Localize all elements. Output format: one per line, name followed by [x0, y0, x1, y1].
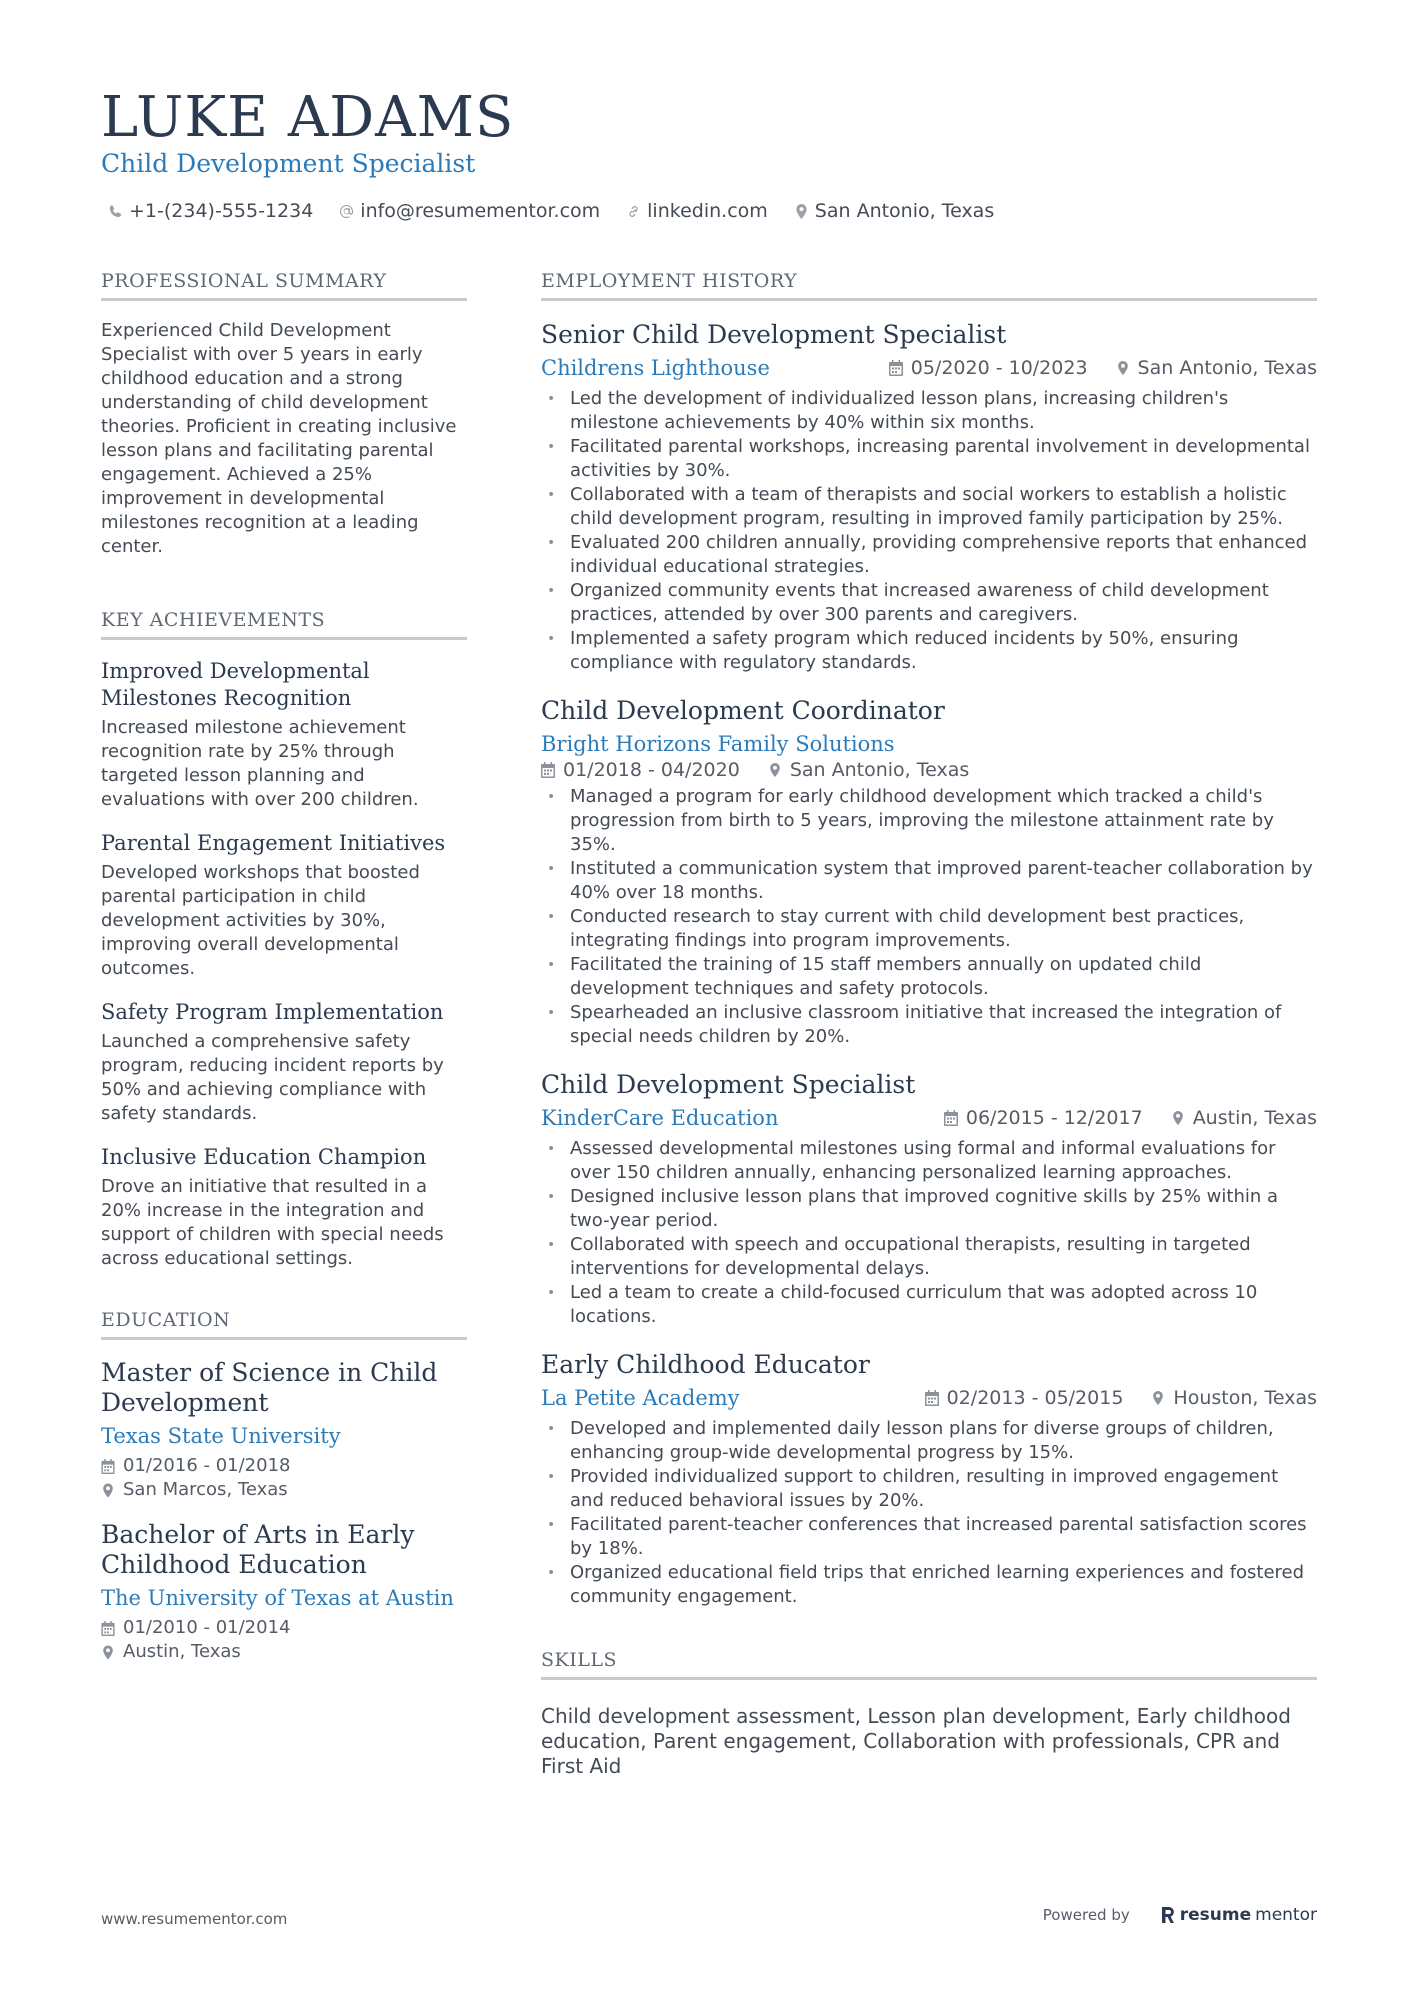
job-bullet: • Organized community events that increased awareness of child development practices, attended by over 300 parents and caregivers.	[541, 579, 1317, 627]
map-pin-icon	[101, 1645, 115, 1660]
job-bullet: • Facilitated parent-teacher conferences that increased parental satisfaction scores by 18%.	[541, 1513, 1317, 1561]
company-name: Childrens Lighthouse	[541, 356, 770, 380]
job-bullet: • Managed a program for early childhood development which tracked a child's progression from birth to 5 years, improving the milestone attainment rate by 35%.	[541, 785, 1317, 857]
job-bullet: • Instituted a communication system that improved parent-teacher collaboration by 40% over 18 months.	[541, 857, 1317, 905]
contact-bar	[108, 200, 994, 222]
skills-heading: SKILLS	[541, 1649, 1317, 1680]
job-bullet: • Facilitated the training of 15 staff members annually on updated child development techniques and safety protocols.	[541, 953, 1317, 1001]
education-location-text: San Marcos, Texas	[123, 1479, 288, 1500]
job-bullet: • Implemented a safety program which reduced incidents by 50%, ensuring compliance with regulatory standards.	[541, 627, 1317, 675]
achievement-text: Developed workshops that boosted parental participation in child development activities by 30%, improving overall developmental outcomes.	[101, 862, 420, 979]
job-dates	[541, 759, 740, 781]
calendar-icon	[101, 1459, 115, 1474]
job-location-text: San Antonio, Texas	[1137, 357, 1317, 379]
job-dates-text: 02/2013 - 05/2015	[946, 1387, 1124, 1409]
job-location	[1151, 1387, 1317, 1409]
job-bullet: • Designed inclusive lesson plans that improved cognitive skills by 25% within a two-year period.	[541, 1185, 1317, 1233]
job-meta	[944, 1107, 1317, 1129]
job-entry	[541, 319, 1317, 675]
job-bullets	[541, 1417, 1317, 1609]
skills-section	[541, 1649, 1317, 1779]
job-title-header: Child Development Specialist	[101, 149, 476, 178]
summary-heading: PROFESSIONAL SUMMARY	[101, 270, 467, 301]
job-bullet: • Collaborated with speech and occupational therapists, resulting in targeted interventions for developmental delays.	[541, 1233, 1317, 1281]
achievement-title: Parental Engagement Initiatives	[101, 831, 446, 855]
education-dates	[101, 1616, 467, 1640]
map-pin-icon	[1116, 360, 1130, 376]
calendar-icon	[889, 360, 903, 376]
contact-phone[interactable]	[108, 200, 313, 222]
job-bullet: • Led a team to create a child-focused curriculum that was adopted across 10 locations.	[541, 1281, 1317, 1329]
job-location-text: San Antonio, Texas	[789, 759, 970, 781]
achievement-item	[101, 999, 467, 1126]
company-name: La Petite Academy	[541, 1386, 740, 1410]
job-bullet: • Spearheaded an inclusive classroom initiative that increased the integration of special needs children by 20%.	[541, 1001, 1317, 1049]
map-pin-icon	[768, 762, 782, 778]
summary-text: Experienced Child Development Specialist with over 5 years in early childhood education and a strong understanding of child development theories. Proficient in creating inclusive lesson plans and facilitating parental engagement. Achieved a 25% improvement in developmental milestones recognition at a leading center.	[101, 320, 457, 557]
education-degree: Bachelor of Arts in Early Childhood Education	[101, 1520, 415, 1579]
job-location-text: Austin, Texas	[1192, 1107, 1317, 1129]
job-location	[1116, 357, 1317, 379]
education-section	[101, 1309, 467, 1664]
job-title: Senior Child Development Specialist	[541, 320, 1007, 349]
job-bullets	[541, 785, 1317, 1049]
education-school: Texas State University	[101, 1424, 341, 1448]
map-pin-icon	[1151, 1390, 1165, 1406]
company-name: KinderCare Education	[541, 1106, 779, 1130]
calendar-icon	[541, 762, 555, 778]
resumementor-logo-icon	[1160, 1906, 1176, 1924]
employment-section	[541, 270, 1317, 1609]
achievement-text: Increased milestone achievement recognition rate by 25% through targeted lesson planning and evaluations with over 200 children.	[101, 717, 419, 810]
location-text: San Antonio, Texas	[814, 200, 995, 222]
education-dates	[101, 1454, 467, 1478]
linkedin-text: linkedin.com	[647, 200, 768, 222]
job-dates-text: 01/2018 - 04/2020	[563, 759, 740, 781]
achievements-heading: KEY ACHIEVEMENTS	[101, 609, 467, 640]
education-degree: Master of Science in Child Development	[101, 1358, 438, 1417]
job-bullet: • Organized educational field trips that enriched learning experiences and fostered community engagement.	[541, 1561, 1317, 1609]
achievement-text: Drove an initiative that resulted in a 20% increase in the integration and support of children with special needs across educational settings.	[101, 1176, 444, 1269]
job-meta	[541, 759, 1317, 781]
job-bullet: • Collaborated with a team of therapists and social workers to establish a holistic child development program, resulting in improved family participation by 25%.	[541, 483, 1317, 531]
achievements-section	[101, 609, 467, 1271]
achievement-title: Inclusive Education Champion	[101, 1145, 427, 1169]
calendar-icon	[101, 1621, 115, 1636]
contact-email[interactable]	[339, 200, 600, 222]
job-dates	[944, 1107, 1143, 1129]
phone-text: +1-(234)-555-1234	[129, 200, 314, 222]
employment-heading: EMPLOYMENT HISTORY	[541, 270, 1317, 301]
candidate-name: LUKE ADAMS	[101, 85, 515, 150]
job-location-text: Houston, Texas	[1173, 1387, 1317, 1409]
job-entry	[541, 1069, 1317, 1329]
achievement-title: Improved Developmental Milestones Recognition	[101, 659, 370, 710]
at-icon	[339, 204, 354, 219]
education-item	[101, 1520, 467, 1664]
powered-by-label: Powered by	[1042, 1906, 1130, 1924]
brand-name-bold: resume	[1179, 1905, 1252, 1925]
job-dates-text: 06/2015 - 12/2017	[965, 1107, 1143, 1129]
job-bullet: • Facilitated parental workshops, increasing parental involvement in developmental activities by 30%.	[541, 435, 1317, 483]
job-dates-text: 05/2020 - 10/2023	[910, 357, 1088, 379]
phone-icon	[108, 204, 123, 219]
job-bullets	[541, 387, 1317, 675]
company-name: Bright Horizons Family Solutions	[541, 732, 895, 756]
job-bullet: • Provided individualized support to children, resulting in improved engagement and reduced behavioral issues by 20%.	[541, 1465, 1317, 1513]
map-pin-icon	[101, 1483, 115, 1498]
footer-powered-by	[1043, 1905, 1317, 1925]
calendar-icon	[925, 1390, 939, 1406]
map-pin-icon	[1171, 1110, 1185, 1126]
map-pin-icon	[794, 204, 809, 219]
summary-section	[101, 270, 467, 559]
achievement-text: Launched a comprehensive safety program, reducing incident reports by 50% and achieving compliance with safety standards.	[101, 1031, 444, 1124]
calendar-icon	[944, 1110, 958, 1126]
job-bullets	[541, 1137, 1317, 1329]
email-text: info@resumementor.com	[360, 200, 601, 222]
education-school: The University of Texas at Austin	[101, 1586, 454, 1610]
achievement-item	[101, 830, 467, 981]
contact-linkedin[interactable]	[626, 200, 768, 222]
job-bullet: • Assessed developmental milestones using formal and informal evaluations for over 150 children annually, enhancing personalized learning approaches.	[541, 1137, 1317, 1185]
achievement-item	[101, 658, 467, 812]
education-location	[101, 1640, 467, 1664]
job-info-row	[541, 353, 1317, 383]
job-title: Child Development Coordinator	[541, 696, 945, 725]
job-info-row	[541, 1103, 1317, 1133]
education-heading: EDUCATION	[101, 1309, 467, 1340]
education-location-text: Austin, Texas	[123, 1641, 241, 1662]
job-location	[1171, 1107, 1317, 1129]
job-bullet: • Evaluated 200 children annually, providing comprehensive reports that enhanced individual educational strategies.	[541, 531, 1317, 579]
achievement-item	[101, 1144, 467, 1271]
job-meta	[889, 357, 1317, 379]
link-icon	[626, 204, 641, 219]
brand-name-light: mentor	[1255, 1905, 1317, 1925]
job-title: Child Development Specialist	[541, 1070, 916, 1099]
education-location	[101, 1478, 467, 1502]
education-dates-text: 01/2010 - 01/2014	[123, 1617, 291, 1638]
education-dates-text: 01/2016 - 01/2018	[123, 1455, 291, 1476]
job-entry	[541, 695, 1317, 1049]
right-column	[541, 270, 1317, 1779]
brand-logo[interactable]	[1160, 1905, 1317, 1925]
job-dates	[889, 357, 1088, 379]
job-meta	[925, 1387, 1317, 1409]
left-column	[101, 270, 467, 1682]
job-dates	[925, 1387, 1124, 1409]
contact-location	[794, 200, 994, 222]
job-bullet: • Developed and implemented daily lesson plans for diverse groups of children, enhancing group-wide developmental progress by 15%.	[541, 1417, 1317, 1465]
job-info-row	[541, 1383, 1317, 1413]
education-item	[101, 1358, 467, 1502]
job-bullet: • Conducted research to stay current with child development best practices, integrating findings into program improvements.	[541, 905, 1317, 953]
achievement-title: Safety Program Implementation	[101, 1000, 444, 1024]
job-entry	[541, 1349, 1317, 1609]
skills-text: Child development assessment, Lesson plan development, Early childhood education, Parent engagement, Collaboration with professionals, CPR and First Aid	[541, 1704, 1291, 1778]
job-title: Early Childhood Educator	[541, 1350, 870, 1379]
job-bullet: • Led the development of individualized lesson plans, increasing children's milestone achievements by 40% within six months.	[541, 387, 1317, 435]
job-location	[768, 759, 969, 781]
footer-website[interactable]: www.resumementor.com	[101, 1910, 288, 1928]
